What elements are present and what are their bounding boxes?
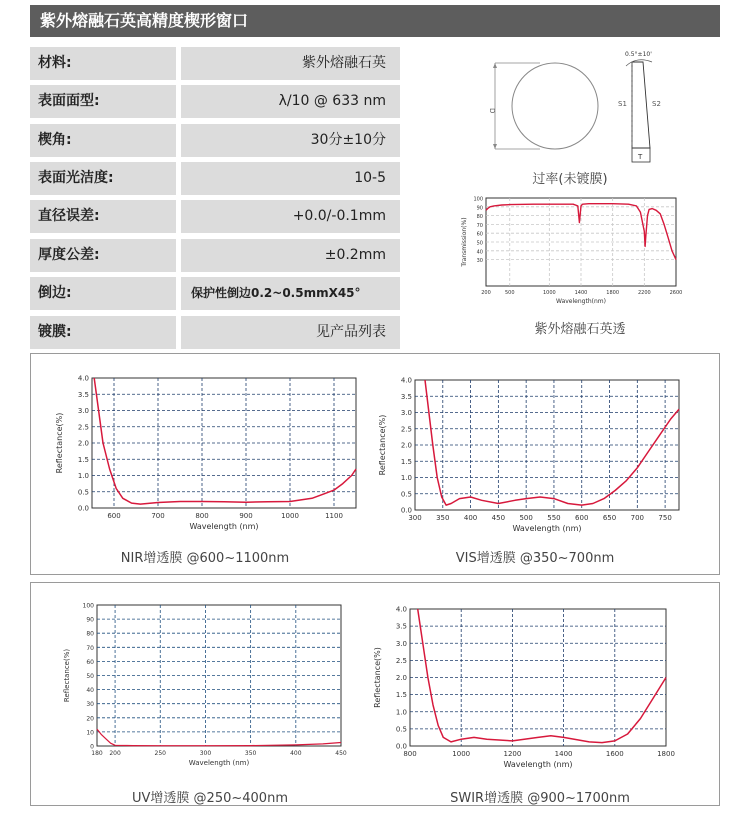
- y-tick-label: 0.0: [395, 742, 407, 751]
- x-tick-label: 1000: [281, 512, 299, 520]
- spec-label: 倒边:: [30, 277, 176, 310]
- y-tick-label: 3.0: [395, 639, 407, 648]
- x-tick-label: 700: [630, 514, 645, 522]
- y-tick-label: 20: [86, 715, 94, 723]
- spec-value: +0.0/-0.1mm: [181, 200, 400, 233]
- x-tick-label: 650: [602, 514, 617, 522]
- page-title: 紫外熔融石英高精度楔形窗口: [30, 5, 720, 37]
- y-tick-label: 30: [476, 258, 483, 265]
- spec-label: 材料:: [30, 47, 176, 80]
- y-tick-label: 40: [476, 249, 483, 256]
- transmission-caption: 紫外熔融石英透: [534, 322, 626, 337]
- x-tick-label: 750: [658, 514, 672, 522]
- angle-label: 0.5°±10': [625, 51, 652, 58]
- spec-label: 表面面型:: [30, 85, 176, 118]
- x-tick-label: 300: [408, 514, 422, 522]
- x-axis-label: Wavelength (nm): [189, 522, 259, 531]
- x-tick-label: 350: [244, 750, 257, 757]
- y-tick-label: 80: [86, 630, 94, 638]
- y-tick-label: 1.5: [395, 691, 407, 700]
- x-axis-label: Wavelength (nm): [503, 760, 573, 769]
- spec-row: [30, 239, 400, 272]
- x-tick-label: 600: [575, 514, 589, 522]
- y-tick-label: 3.5: [77, 390, 89, 399]
- y-tick-label: 40: [86, 687, 94, 695]
- series-line: [486, 204, 676, 260]
- x-tick-label: 350: [436, 514, 450, 522]
- spec-row: [30, 124, 400, 157]
- y-tick-label: 1.0: [395, 708, 407, 717]
- drawing-caption: 过率(未镀膜): [532, 172, 608, 187]
- spec-value: 保护性倒边0.2~0.5mmX45°: [181, 277, 400, 310]
- y-axis-label: Transmission(%): [461, 217, 468, 267]
- swir-chart: [370, 600, 680, 775]
- spec-value: 见产品列表: [181, 316, 400, 349]
- y-tick-label: 90: [476, 205, 483, 212]
- x-tick-label: 2200: [637, 290, 651, 296]
- y-tick-label: 50: [86, 673, 94, 680]
- vis-caption: VIS增透膜 @350~700nm: [455, 551, 615, 566]
- y-tick-label: 4.0: [77, 374, 89, 383]
- swir-caption: SWIR增透膜 @900~1700nm: [450, 791, 630, 806]
- spec-value: 紫外熔融石英: [181, 47, 400, 80]
- wedge-drawing: [480, 48, 680, 168]
- y-tick-label: 2.5: [400, 425, 412, 434]
- y-tick-label: 30: [86, 701, 94, 709]
- spec-row: [30, 277, 400, 310]
- y-tick-label: 90: [86, 616, 94, 624]
- x-tick-label: 2600: [669, 290, 683, 296]
- y-tick-label: 0.5: [77, 488, 89, 497]
- spec-value: ±0.2mm: [181, 239, 400, 272]
- y-tick-label: 60: [86, 658, 94, 666]
- y-tick-label: 1.0: [400, 474, 412, 482]
- x-tick-label: 200: [481, 290, 491, 296]
- x-axis-label: Wavelength (nm): [512, 524, 582, 533]
- spec-row: [30, 47, 400, 80]
- x-tick-label: 1800: [606, 290, 620, 296]
- spec-label: 镀膜:: [30, 316, 176, 349]
- y-tick-label: 60: [476, 231, 483, 238]
- x-tick-label: 250: [154, 750, 166, 757]
- y-tick-label: 3.5: [395, 622, 407, 631]
- y-tick-label: 0.0: [77, 504, 89, 513]
- y-axis-label: Reflectance(%): [373, 647, 382, 708]
- x-tick-label: 500: [519, 514, 533, 522]
- x-tick-label: 1200: [503, 750, 522, 758]
- y-tick-label: 3.0: [77, 407, 89, 415]
- y-tick-label: 10: [86, 729, 94, 737]
- x-tick-label: 1400: [574, 290, 588, 296]
- spec-label: 表面光洁度:: [30, 162, 176, 195]
- y-tick-label: 3.0: [400, 409, 412, 417]
- x-tick-label: 200: [109, 750, 121, 757]
- spec-label: 楔角:: [30, 124, 176, 157]
- x-tick-label: 800: [403, 750, 417, 758]
- y-axis-label: Reflectance(%): [63, 648, 71, 703]
- y-axis-label: Reflectance(%): [55, 412, 64, 474]
- s1-label: S1: [618, 100, 627, 108]
- y-tick-label: 0: [90, 743, 94, 751]
- spec-row: [30, 162, 400, 195]
- series-line: [418, 609, 666, 743]
- y-tick-label: 80: [476, 214, 483, 221]
- x-tick-label: 400: [290, 750, 302, 757]
- y-tick-label: 2.5: [77, 423, 89, 432]
- vis-chart: [375, 370, 690, 542]
- spec-row: [30, 316, 400, 349]
- uv-caption: UV增透膜 @250~400nm: [132, 791, 288, 806]
- spec-label: 厚度公差:: [30, 239, 176, 272]
- y-axis-label: Reflectance(%): [378, 414, 387, 476]
- nir-chart: [52, 370, 362, 542]
- x-tick-label: 550: [547, 514, 561, 522]
- y-tick-label: 50: [476, 240, 483, 247]
- y-tick-label: 0.5: [395, 725, 407, 734]
- y-tick-label: 2.5: [395, 656, 407, 665]
- spec-value: 30分±10分: [181, 124, 400, 157]
- spec-value: 10-5: [181, 162, 400, 195]
- spec-row: [30, 200, 400, 233]
- y-tick-label: 1.5: [400, 457, 412, 466]
- x-tick-label: 400: [463, 514, 478, 522]
- x-tick-label: 1800: [657, 750, 675, 758]
- spec-value: λ/10 @ 633 nm: [181, 85, 400, 118]
- x-tick-label: 1000: [452, 750, 471, 758]
- y-tick-label: 2.0: [77, 439, 89, 448]
- y-tick-label: 1.5: [77, 455, 89, 464]
- x-tick-label: 450: [335, 750, 347, 757]
- transmission-chart: [458, 192, 688, 310]
- y-tick-label: 1.0: [77, 472, 89, 480]
- y-tick-label: 100: [473, 196, 483, 203]
- series-line: [94, 378, 356, 504]
- series-line: [425, 380, 679, 505]
- y-tick-label: 2.0: [395, 674, 407, 682]
- y-tick-label: 0.5: [400, 490, 412, 499]
- spec-row: [30, 85, 400, 118]
- uv-chart: [55, 597, 355, 775]
- y-tick-label: 3.5: [400, 392, 412, 401]
- y-tick-label: 100: [82, 602, 94, 610]
- s2-label: S2: [652, 100, 661, 108]
- t-label: T: [638, 153, 643, 161]
- x-tick-label: 500: [504, 290, 515, 296]
- x-tick-label: 900: [239, 512, 253, 520]
- x-tick-label: 450: [491, 514, 506, 522]
- x-tick-label: 1000: [542, 290, 556, 296]
- y-tick-label: 0.0: [400, 506, 412, 515]
- x-tick-label: 700: [151, 512, 165, 520]
- y-tick-label: 70: [86, 644, 94, 652]
- x-tick-label: 800: [195, 512, 209, 520]
- x-axis-label: Wavelength(nm): [556, 298, 606, 305]
- x-tick-label: 1100: [325, 512, 343, 520]
- x-tick-label: 600: [107, 512, 121, 520]
- y-tick-label: 4.0: [395, 605, 407, 614]
- y-tick-label: 70: [476, 222, 483, 229]
- x-tick-label: 1400: [554, 750, 573, 758]
- window-circle: [512, 63, 598, 149]
- x-tick-label: 180: [91, 750, 103, 757]
- x-axis-label: Wavelength (nm): [188, 759, 250, 767]
- spec-label: 直径误差:: [30, 200, 176, 233]
- nir-caption: NIR增透膜 @600~1100nm: [120, 551, 290, 566]
- x-tick-label: 300: [199, 750, 212, 757]
- x-tick-label: 1600: [605, 750, 624, 758]
- diameter-label: D: [488, 108, 496, 114]
- wedge-profile: [632, 62, 650, 148]
- y-tick-label: 4.0: [400, 376, 412, 385]
- y-tick-label: 2.0: [400, 441, 412, 450]
